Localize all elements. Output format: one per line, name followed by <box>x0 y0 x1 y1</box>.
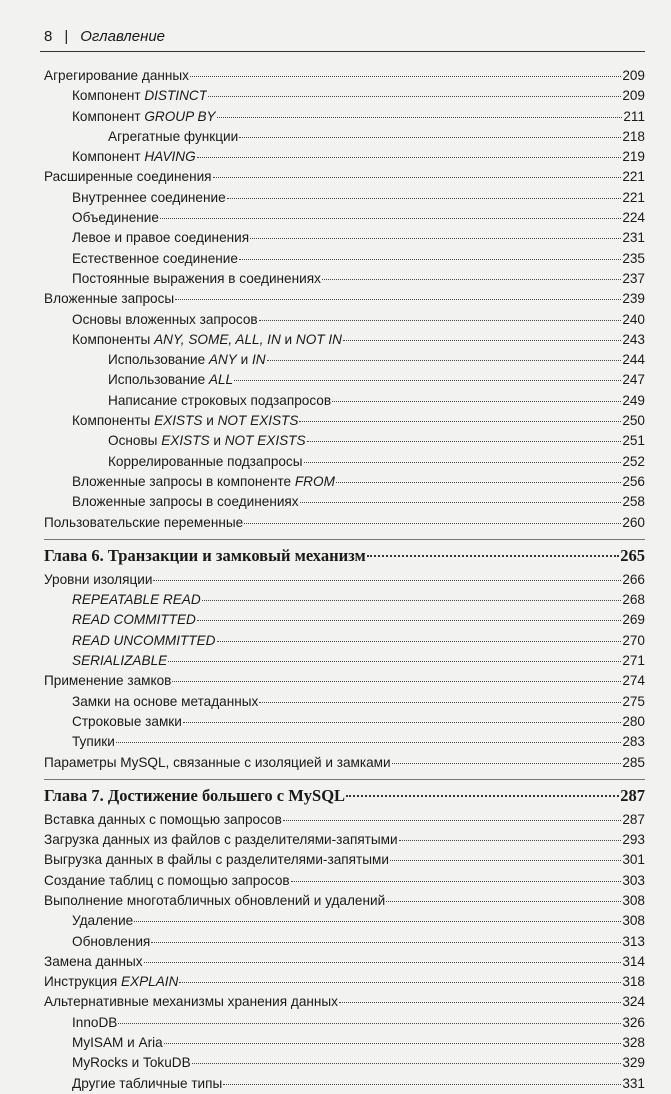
leader-dots <box>307 441 622 442</box>
toc-page-number: 209 <box>622 68 645 83</box>
leader-dots <box>227 198 622 199</box>
leader-dots <box>322 279 621 280</box>
toc-page-number: 219 <box>622 149 645 165</box>
toc-entry <box>44 431 645 451</box>
leader-dots <box>179 982 621 983</box>
toc-entry-label: Вставка данных с помощью запросов <box>44 811 282 827</box>
toc-entry-label: Удаление <box>72 913 134 929</box>
leader-dots <box>168 661 621 662</box>
toc-entry <box>44 590 645 610</box>
toc-page-number: 237 <box>622 270 645 286</box>
leader-dots <box>244 523 621 524</box>
toc-entry <box>44 972 645 992</box>
leader-dots <box>217 117 623 118</box>
toc-entry-label: Инструкция EXPLAIN <box>44 974 179 990</box>
toc-entry <box>44 269 645 289</box>
toc-entry-label: Вложенные запросы в компоненте FROM <box>72 473 335 489</box>
toc-entry-label: Глава 7. Достижение большего с MySQL <box>44 785 346 805</box>
toc-entry-label: REPEATABLE READ <box>72 592 201 608</box>
toc-page-number: 318 <box>622 974 645 990</box>
toc-entry <box>44 249 645 269</box>
toc-page-number: 231 <box>622 230 645 246</box>
toc-entry <box>44 570 645 590</box>
toc-page-number: 221 <box>622 169 645 185</box>
toc-page-number: 271 <box>622 653 645 669</box>
toc-entry <box>44 492 645 512</box>
header-title: Оглавление <box>80 28 166 45</box>
toc-entry-label: MyISAM и Aria <box>72 1035 163 1051</box>
toc-page-number: 314 <box>622 953 645 969</box>
toc-page-number: 256 <box>622 473 645 489</box>
toc-entry-label: Замки на основе метаданных <box>72 693 259 709</box>
leader-dots <box>386 901 621 902</box>
toc-entry-label: Тупики <box>72 734 115 750</box>
toc-entry <box>44 147 645 167</box>
toc-entry-label: READ COMMITTED <box>72 612 196 628</box>
toc-page-number: 275 <box>622 693 645 709</box>
toc-page-number: 301 <box>622 852 645 868</box>
leader-dots <box>183 722 621 723</box>
leader-dots <box>390 860 621 861</box>
leader-dots <box>197 620 621 621</box>
toc-entry <box>44 891 645 911</box>
leader-dots <box>197 157 622 158</box>
toc-page-number: 308 <box>622 892 645 908</box>
toc-page-number: 303 <box>622 872 645 888</box>
header-separator: | <box>64 28 69 45</box>
toc-entry <box>44 753 645 773</box>
toc-chapter <box>44 779 645 810</box>
toc-page-number: 324 <box>622 994 645 1010</box>
toc-entry <box>44 1053 645 1073</box>
leader-dots <box>213 177 622 178</box>
toc-entry-label: Создание таблиц с помощью запросов <box>44 872 290 888</box>
toc-entry-label: Выполнение многотабличных обновлений и удалений <box>44 892 386 908</box>
toc-entry-label: Загрузка данных из файлов с разделителями-запятыми <box>44 832 398 848</box>
toc-entry <box>44 472 645 492</box>
toc-chapter <box>44 539 645 570</box>
toc-page-number: 218 <box>622 128 645 144</box>
toc-page-number: 244 <box>622 352 645 368</box>
toc-entry <box>44 830 645 850</box>
leader-dots <box>208 96 621 97</box>
leader-dots <box>118 1023 621 1024</box>
toc-entry-label: Использование ALL <box>108 372 234 388</box>
toc-entry <box>44 850 645 870</box>
toc-entry-label: InnoDB <box>72 1014 118 1030</box>
toc-page-number: 266 <box>622 571 645 587</box>
toc-page-number: 328 <box>622 1035 645 1051</box>
leader-dots <box>250 238 621 239</box>
leader-dots <box>175 299 621 300</box>
leader-dots <box>259 702 621 703</box>
toc-entry <box>44 127 645 147</box>
leader-dots <box>172 681 621 682</box>
toc-entry <box>44 932 645 952</box>
leader-dots <box>267 360 622 361</box>
toc-entry <box>44 452 645 472</box>
toc-page-number: 250 <box>622 413 645 429</box>
leader-dots <box>367 555 620 557</box>
leader-dots <box>300 502 622 503</box>
toc-page-number: 326 <box>622 1014 645 1030</box>
leader-dots <box>116 742 621 743</box>
toc-entry <box>44 86 645 106</box>
toc-entry <box>44 651 645 671</box>
toc-entry-label: Объединение <box>72 210 159 226</box>
leader-dots <box>291 881 622 882</box>
toc-entry-label: Постоянные выражения в соединениях <box>72 270 321 286</box>
toc-entry <box>44 610 645 630</box>
toc-page-number: 221 <box>622 189 645 205</box>
leader-dots <box>160 218 621 219</box>
toc-entry <box>44 692 645 712</box>
toc-entry-label: READ UNCOMMITTED <box>72 632 216 648</box>
toc-entry-label: Коррелированные подзапросы <box>108 453 303 469</box>
toc-entry-label: Компоненты EXISTS и NOT EXISTS <box>72 413 299 429</box>
toc-entry-label: Вложенные запросы в соединениях <box>72 494 299 510</box>
toc-entry <box>44 66 645 86</box>
leader-dots <box>190 76 621 77</box>
toc-entry <box>44 208 645 228</box>
toc-page-number: 252 <box>622 453 645 469</box>
toc-page-number: 287 <box>620 785 645 805</box>
toc-entry-label: Уровни изоляции <box>44 571 153 587</box>
toc-entry <box>44 911 645 931</box>
toc-page-number: 269 <box>622 612 645 628</box>
toc-page-number: 224 <box>622 210 645 226</box>
toc-page-number: 329 <box>622 1055 645 1071</box>
toc-entry-label: Выгрузка данных в файлы с разделителями-запятыми <box>44 852 389 868</box>
leader-dots <box>343 340 621 341</box>
toc-entry <box>44 631 645 651</box>
toc-entry-label: Альтернативные механизмы хранения данных <box>44 994 338 1010</box>
leader-dots <box>223 1084 621 1085</box>
toc-entry <box>44 1074 645 1094</box>
leader-dots <box>202 600 622 601</box>
toc-entry-label: Применение замков <box>44 673 172 689</box>
toc-entry <box>44 107 645 127</box>
toc-entry-label: Естественное соединение <box>72 250 238 266</box>
toc-page-number: 247 <box>622 372 645 388</box>
page-header <box>44 28 642 45</box>
toc-page-number: 243 <box>622 331 645 347</box>
leader-dots <box>192 1063 622 1064</box>
toc-entry-label: Использование ANY и IN <box>108 352 266 368</box>
toc-entry-label: SERIALIZABLE <box>72 653 168 669</box>
toc-page-number: 270 <box>622 632 645 648</box>
leader-dots <box>239 137 621 138</box>
toc-page-number: 265 <box>620 545 645 565</box>
toc-entry-label: Внутреннее соединение <box>72 189 226 205</box>
leader-dots <box>304 462 622 463</box>
toc-page-number: 268 <box>622 592 645 608</box>
toc-page-number: 287 <box>622 811 645 827</box>
toc-entry <box>44 732 645 752</box>
toc-entry-label: Замена данных <box>44 953 143 969</box>
toc-entry-label: Агрегатные функции <box>108 128 239 144</box>
leader-dots <box>239 259 621 260</box>
toc-entry <box>44 671 645 691</box>
leader-dots <box>144 962 622 963</box>
leader-dots <box>332 401 621 402</box>
toc-entry-label: Компоненты ANY, SOME, ALL, IN и NOT IN <box>72 331 342 347</box>
leader-dots <box>339 1002 621 1003</box>
toc-page-number: 240 <box>622 311 645 327</box>
toc-entry <box>44 330 645 350</box>
toc-entry-label: Расширенные соединения <box>44 169 212 185</box>
toc-page-number: 211 <box>623 108 645 124</box>
toc-entry-label: Вложенные запросы <box>44 291 175 307</box>
toc-page-number: 249 <box>622 392 645 408</box>
header-rule <box>40 51 645 52</box>
toc-entry <box>44 228 645 248</box>
leader-dots <box>392 763 622 764</box>
toc-page-number: 280 <box>622 713 645 729</box>
toc-entry <box>44 350 645 370</box>
toc-entry <box>44 391 645 411</box>
toc-page-number: 258 <box>622 494 645 510</box>
toc-entry-label: Строковые замки <box>72 713 182 729</box>
toc-page-number: 308 <box>622 913 645 929</box>
toc-entry <box>44 992 645 1012</box>
leader-dots <box>299 421 621 422</box>
toc-entry <box>44 411 645 431</box>
toc-entry-label: Основы EXISTS и NOT EXISTS <box>108 433 306 449</box>
toc-entry-label: Глава 6. Транзакции и замковый механизм <box>44 545 366 565</box>
toc-entry-label: Основы вложенных запросов <box>72 311 258 327</box>
toc-page-number: 239 <box>622 291 645 307</box>
toc-entry-label: Обновления <box>72 933 151 949</box>
header-page-number: 8 <box>44 28 53 45</box>
toc-entry <box>44 1013 645 1033</box>
leader-dots <box>164 1043 622 1044</box>
toc-entry-label: Компонент GROUP BY <box>72 108 216 124</box>
table-of-contents <box>44 66 645 1094</box>
toc-entry-label: Компонент DISTINCT <box>72 88 208 104</box>
toc-entry <box>44 810 645 830</box>
toc-entry <box>44 310 645 330</box>
toc-page-number: 235 <box>622 250 645 266</box>
toc-entry-label: MyRocks и TokuDB <box>72 1055 191 1071</box>
toc-page-number: 331 <box>622 1075 645 1091</box>
toc-page-number: 260 <box>622 514 645 530</box>
toc-entry-label: Компонент HAVING <box>72 149 196 165</box>
toc-entry-label: Написание строковых подзапросов <box>108 392 332 408</box>
toc-entry-label: Другие табличные типы <box>72 1075 223 1091</box>
leader-dots <box>346 795 619 797</box>
toc-page-number: 274 <box>622 673 645 689</box>
leader-dots <box>259 320 622 321</box>
toc-entry-label: Агрегирование данных <box>44 68 189 83</box>
toc-entry <box>44 712 645 732</box>
toc-page-number: 285 <box>622 754 645 770</box>
toc-entry <box>44 952 645 972</box>
toc-page-number: 283 <box>622 734 645 750</box>
toc-entry <box>44 871 645 891</box>
toc-entry <box>44 513 645 533</box>
toc-entry <box>44 188 645 208</box>
toc-page-number: 209 <box>622 88 645 104</box>
toc-entry-label: Пользовательские переменные <box>44 514 244 530</box>
toc-entry-label: Левое и правое соединения <box>72 230 250 246</box>
leader-dots <box>234 380 621 381</box>
toc-entry <box>44 289 645 309</box>
toc-entry <box>44 167 645 187</box>
leader-dots <box>283 820 622 821</box>
toc-page-number: 251 <box>622 433 645 449</box>
leader-dots <box>151 942 621 943</box>
toc-entry <box>44 370 645 390</box>
leader-dots <box>153 580 621 581</box>
toc-entry <box>44 1033 645 1053</box>
toc-entry-label: Параметры MySQL, связанные с изоляцией и замками <box>44 754 391 770</box>
leader-dots <box>336 482 621 483</box>
leader-dots <box>217 641 622 642</box>
toc-page-number: 293 <box>622 832 645 848</box>
leader-dots <box>399 840 622 841</box>
leader-dots <box>134 921 621 922</box>
toc-page-number: 313 <box>622 933 645 949</box>
